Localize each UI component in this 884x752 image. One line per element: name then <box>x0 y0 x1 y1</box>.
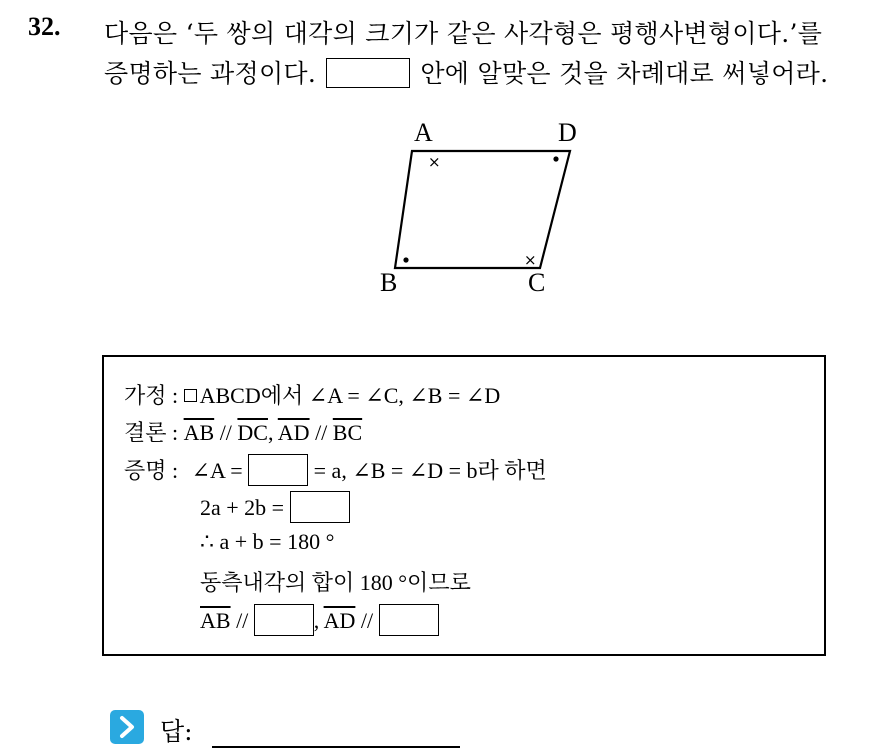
proof-step1-end: = a, ∠B = ∠D = b라 하면 <box>313 458 547 483</box>
question-text-after-blank: 안에 알맞은 것을 차례대로 써넣어라. <box>420 59 829 88</box>
vertex-d-label: D <box>558 118 577 147</box>
angle-a-cross-mark: × <box>428 153 441 171</box>
question-text-line2 <box>104 54 828 90</box>
segment-ad: $\overline{AD}$ <box>277 420 310 445</box>
chevron-right-icon <box>110 710 144 744</box>
proof-box <box>102 355 826 656</box>
proof-label: 증명 : <box>124 458 179 483</box>
vertex-b-label: B <box>380 268 398 297</box>
angle-c-cross-mark: × <box>524 251 537 269</box>
segment-dc: $\overline{DC}$ <box>237 420 268 445</box>
proof-line-3: ∴ a + b = 180 ° <box>200 529 335 554</box>
answer-blank-2 <box>290 491 350 523</box>
answer-blank-box <box>326 58 410 88</box>
proof-line-2 <box>200 491 350 523</box>
answer-blank-1 <box>248 454 308 486</box>
proof-line-4: 동측내각의 합이 180 °이므로 <box>200 570 471 595</box>
segment-ad: $\overline{AD}$ <box>323 608 356 633</box>
angle-b-dot-mark <box>403 257 408 262</box>
conclusion-line <box>124 416 362 447</box>
question-number: 32. <box>28 12 61 41</box>
vertex-c-label: C <box>528 268 546 297</box>
vertex-a-label: A <box>414 118 433 147</box>
segment-ab: $\overline{AB}$ <box>200 608 231 633</box>
parallelogram-shape <box>395 151 570 268</box>
conclusion-label: 결론 : <box>124 420 179 445</box>
premise-label: 가정 : <box>124 383 179 408</box>
proof-line-5 <box>200 604 439 636</box>
answer-label: 답: <box>160 717 193 746</box>
proof-line-1 <box>124 454 547 486</box>
segment-ab: $\overline{AB}$ <box>183 420 215 445</box>
comma-separator: , <box>267 420 278 445</box>
answer-blank-3 <box>254 604 314 636</box>
parallel-symbol: // <box>309 420 333 445</box>
premise-text: 에서 ∠A = ∠C, ∠B = ∠D <box>260 383 501 408</box>
premise-shape-name: ABCD <box>199 383 261 408</box>
question-text-before-blank: 증명하는 과정이다. <box>104 59 317 88</box>
question-text-line1: 다음은 ‘두 쌍의 대각의 크기가 같은 사각형은 평행사변형이다.’를 <box>104 19 823 48</box>
angle-d-dot-mark <box>553 156 558 161</box>
proof-step2-text: 2a + 2b = <box>200 495 285 520</box>
parallel-symbol: // <box>355 608 374 633</box>
answer-input-line[interactable] <box>212 746 460 748</box>
comma-separator: , <box>313 608 324 633</box>
parallel-symbol: // <box>230 608 249 633</box>
premise-line <box>124 379 500 410</box>
segment-bc: $\overline{BC}$ <box>332 420 363 445</box>
parallelogram-diagram <box>370 118 590 298</box>
parallelogram-figure <box>370 118 590 298</box>
chevron-right-glyph <box>110 710 144 744</box>
proof-step1-start: ∠A = <box>191 458 243 483</box>
answer-blank-4 <box>379 604 439 636</box>
quadrilateral-symbol-icon <box>184 389 197 402</box>
parallel-symbol: // <box>214 420 238 445</box>
